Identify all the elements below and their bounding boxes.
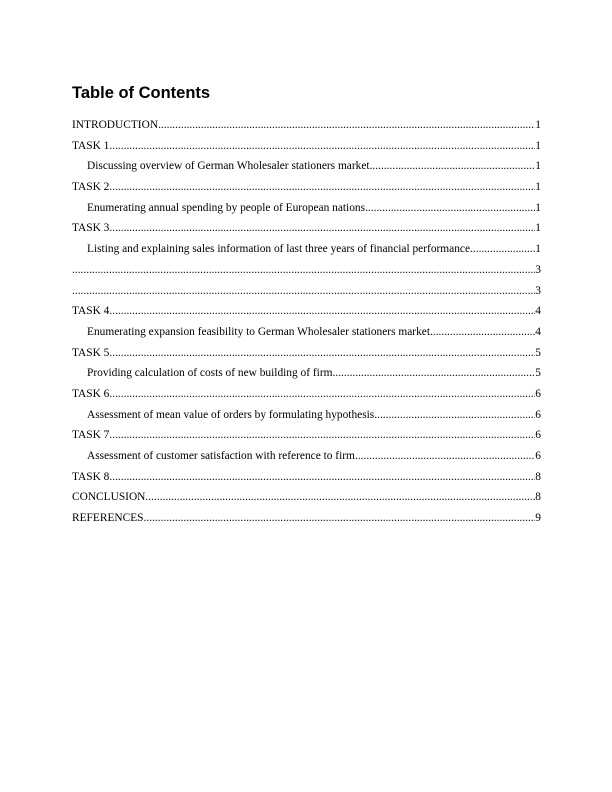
toc-leader-dots: [145, 487, 535, 508]
toc-entry-text: TASK 3: [72, 222, 110, 235]
toc-page-number: 4: [535, 305, 541, 318]
toc-page-number: 5: [535, 367, 541, 380]
toc-page-number: 8: [535, 491, 541, 504]
toc-leader-dots: [109, 218, 535, 239]
toc-leader-dots: [109, 136, 535, 157]
toc-leader-dots: [158, 115, 535, 136]
toc-page-number: 1: [535, 119, 541, 131]
toc-entry-text: TASK 6: [72, 387, 110, 400]
toc-entry[interactable]: [72, 487, 541, 508]
toc-leader-dots: [430, 322, 535, 343]
toc-subentry[interactable]: [72, 239, 541, 260]
toc-entry[interactable]: [72, 508, 541, 529]
toc-leader-dots: [109, 343, 535, 364]
table-of-contents: [72, 115, 541, 529]
toc-page-number: 6: [535, 387, 541, 400]
toc-subentry[interactable]: [72, 156, 541, 177]
toc-page-number: 1: [535, 181, 541, 194]
toc-entry-untitled[interactable]: [72, 260, 541, 281]
toc-page-number: 6: [535, 450, 541, 462]
toc-entry[interactable]: [72, 343, 541, 364]
toc-leader-dots: [109, 467, 535, 488]
toc-entry[interactable]: [72, 384, 541, 405]
toc-entry-untitled[interactable]: [72, 281, 541, 302]
toc-entry-text: Discussing overview of German Wholesaler stationers market: [87, 160, 370, 173]
toc-page-number: 1: [535, 139, 541, 152]
toc-page-number: 1: [535, 201, 541, 214]
toc-entry-text: Providing calculation of costs of new building of firm: [87, 367, 333, 380]
toc-entry[interactable]: [72, 177, 541, 198]
toc-entry-text: TASK 1: [72, 139, 110, 152]
toc-page-number: 1: [535, 243, 541, 256]
toc-subentry[interactable]: [72, 198, 541, 219]
toc-page-number: 3: [535, 263, 541, 276]
toc-entry[interactable]: [72, 425, 541, 446]
toc-entry[interactable]: [72, 301, 541, 322]
toc-page-number: 6: [535, 408, 541, 421]
toc-entry-text: TASK 7: [72, 429, 110, 442]
toc-leader-dots: [355, 446, 535, 467]
toc-page-number: 1: [535, 222, 541, 235]
toc-page-number: 6: [535, 429, 541, 442]
toc-leader-dots: [109, 301, 535, 322]
toc-entry-text: REFERENCES: [72, 512, 144, 525]
toc-subentry[interactable]: [72, 363, 541, 384]
toc-entry-text: Assessment of customer satisfaction with reference to firm: [87, 450, 355, 462]
toc-entry[interactable]: [72, 218, 541, 239]
toc-entry[interactable]: [72, 136, 541, 157]
toc-entry-text: INTRODUCTION: [72, 119, 159, 131]
toc-entry-text: CONCLUSION: [72, 491, 146, 504]
toc-page-number: 4: [535, 325, 541, 338]
toc-subentry[interactable]: [72, 322, 541, 343]
toc-leader-dots: [72, 281, 535, 302]
toc-leader-dots: [470, 239, 535, 260]
toc-leader-dots: [370, 156, 536, 177]
toc-leader-dots: [365, 198, 535, 219]
page-title: Table of Contents: [72, 84, 211, 102]
toc-entry-text: Assessment of mean value of orders by formulating hypothesis: [87, 408, 375, 421]
toc-entry[interactable]: [72, 115, 541, 136]
toc-leader-dots: [144, 508, 536, 529]
toc-leader-dots: [333, 363, 536, 384]
toc-page-number: 9: [535, 512, 541, 525]
toc-leader-dots: [72, 260, 535, 281]
toc-leader-dots: [109, 384, 535, 405]
toc-entry-text: TASK 5: [72, 346, 110, 359]
toc-subentry[interactable]: [72, 446, 541, 467]
toc-entry[interactable]: [72, 467, 541, 488]
toc-page-number: 5: [535, 346, 541, 359]
toc-leader-dots: [374, 405, 535, 426]
toc-entry-text: Listing and explaining sales information of last three years of financial performance: [87, 243, 471, 256]
toc-subentry[interactable]: [72, 405, 541, 426]
toc-page-number: 1: [535, 160, 541, 173]
toc-leader-dots: [109, 177, 535, 198]
toc-page-number: 3: [535, 284, 541, 297]
toc-leader-dots: [109, 425, 535, 446]
toc-entry-text: TASK 2: [72, 181, 110, 194]
toc-entry-text: TASK 8: [72, 470, 110, 483]
toc-entry-text: TASK 4: [72, 305, 110, 318]
toc-page-number: 8: [535, 470, 541, 483]
toc-entry-text: Enumerating annual spending by people of European nations: [87, 201, 366, 214]
toc-entry-text: Enumerating expansion feasibility to German Wholesaler stationers market: [87, 325, 430, 338]
